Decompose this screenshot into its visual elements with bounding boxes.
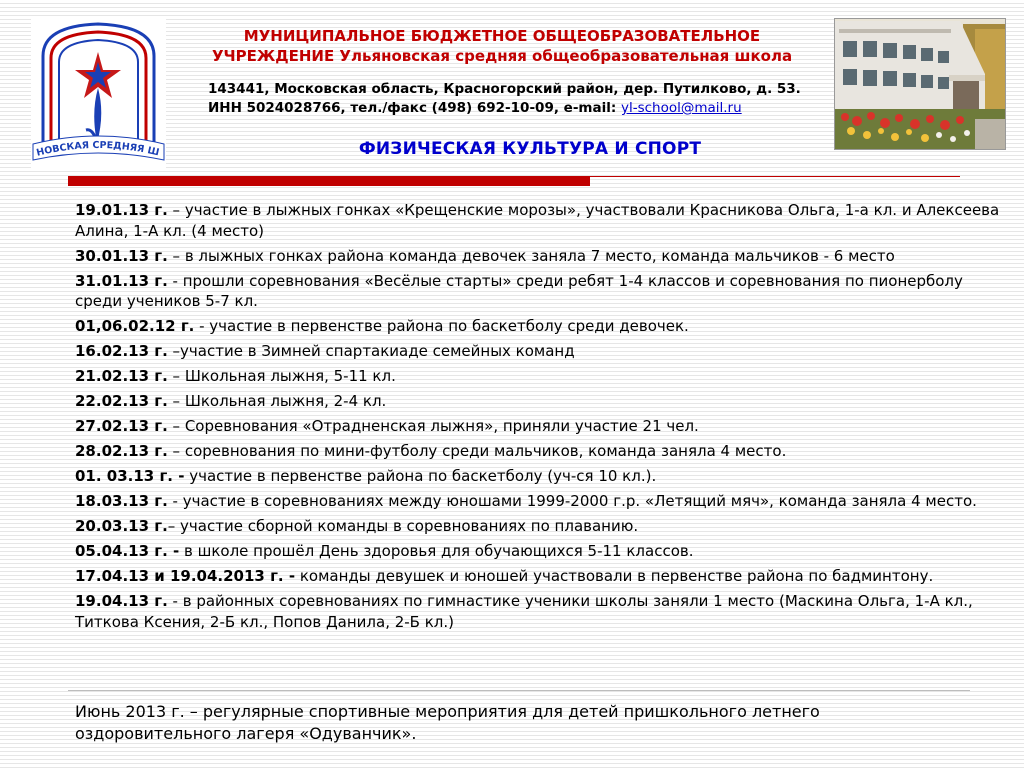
section-title: ФИЗИЧЕСКАЯ КУЛЬТУРА И СПОРТ (358, 139, 702, 159)
footer-note: Июнь 2013 г. – регулярные спортивные мероприятия для детей пришкольного летнего оздоровительного лагеря «Одуванчик». (75, 702, 820, 743)
event-date: 22.02.13 г. (75, 392, 168, 410)
event-date: 16.02.13 г. (75, 342, 168, 360)
event-item (75, 591, 1010, 632)
event-date: 05.04.13 г. - (75, 542, 180, 560)
event-item (75, 316, 1010, 337)
event-date: 20.03.13 г. (75, 517, 168, 535)
event-item (75, 516, 1010, 537)
event-text: в школе прошёл День здоровья для обучающихся 5-11 классов. (179, 542, 694, 560)
event-item (75, 491, 1010, 512)
event-text: - участие в соревнованиях между юношами 1999-2000 г.р. «Летящий мяч», команда заняла 4 место. (167, 492, 977, 510)
event-item (75, 466, 1010, 487)
event-text: – Соревнования «Отрадненская лыжня», приняли участие 21 чел. (167, 417, 699, 435)
event-date: 27.02.13 г. (75, 417, 168, 435)
event-date: 19.01.13 г. (75, 201, 168, 219)
event-text: – участие сборной команды в соревнованиях по плаванию. (167, 517, 639, 535)
address-block (208, 80, 828, 118)
event-date: 31.01.13 г. (75, 271, 168, 290)
event-text: – соревнования по мини-футболу среди мальчиков, команда заняла 4 место. (167, 442, 787, 460)
event-item (75, 246, 1010, 267)
event-item (75, 416, 1010, 437)
school-logo (31, 18, 166, 168)
organization-name (178, 26, 826, 66)
contacts-text: ИНН 5024028766, тел./факс (498) 692-10-09, e-mail: (208, 100, 621, 116)
school-building-image (835, 19, 1005, 149)
event-item (75, 541, 1010, 562)
event-date: 30.01.13 г. (75, 246, 168, 265)
event-item (75, 271, 1010, 312)
event-text: – участие в лыжных гонках «Крещенские морозы», участвовали Красникова Ольга, 1-а кл. и Алексеева Алина, 1-А кл. (4 место) (75, 201, 1000, 240)
event-date: 28.02.13 г. (75, 442, 168, 460)
event-text: – Школьная лыжня, 2-4 кл. (167, 392, 387, 410)
header-divider-line (590, 176, 960, 177)
event-item (75, 566, 1010, 587)
contacts-line (208, 99, 828, 118)
event-text: участие в первенстве района по баскетболу (уч-ся 10 кл.). (184, 467, 657, 485)
event-date: 01. 03.13 г. - (75, 467, 185, 485)
school-emblem-icon (31, 18, 166, 168)
event-item (75, 391, 1010, 412)
event-date: 01,06.02.12 г. (75, 317, 195, 335)
event-item (75, 200, 1010, 241)
accent-bar (68, 176, 590, 186)
event-text: –участие в Зимней спартакиаде семейных команд (167, 342, 575, 360)
event-item (75, 366, 1010, 387)
event-date: 21.02.13 г. (75, 367, 168, 385)
event-item (75, 341, 1010, 362)
event-item (75, 441, 1010, 462)
events-list (75, 200, 1010, 637)
email-link[interactable]: yl-school@mail.ru (620, 100, 742, 116)
event-date: 17.04.13 и 19.04.2013 г. - (75, 567, 296, 585)
address-text: 143441, Московская область, Красногорский район, дер. Путилково, д. 53. (208, 81, 801, 97)
org-line-1: МУНИЦИПАЛЬНОЕ БЮДЖЕТНОЕ ОБЩЕОБРАЗОВАТЕЛЬНОЕ (243, 27, 761, 45)
event-text: команды девушек и юношей участвовали в первенстве района по бадминтону. (295, 567, 934, 585)
org-line-2: УЧРЕЖДЕНИЕ Ульяновская средняя общеобразовательная школа (211, 47, 793, 65)
event-text: – Школьная лыжня, 5-11 кл. (167, 367, 396, 385)
logo-arc-text: НОВСКАЯ СРЕДНЯЯ Ш (35, 139, 161, 159)
event-text: - прошли соревнования «Весёлые старты» среди ребят 1-4 классов и соревнования по пионерболу среди учеников 5-7 кл. (75, 271, 963, 310)
footer-divider (68, 690, 970, 691)
event-text: - в районных соревнованиях по гимнастике ученики школы заняли 1 место (Маскина Ольга, 1-А кл., Титкова Ксения, 2-Б кл., Попов Данила, 2-Б кл.) (75, 592, 973, 631)
event-text: – в лыжных гонках района команда девочек заняла 7 место, команда мальчиков - 6 место (167, 246, 895, 265)
event-text: - участие в первенстве района по баскетболу среди девочек. (194, 317, 689, 335)
event-date: 19.04.13 г. (75, 592, 168, 610)
event-date: 18.03.13 г. (75, 492, 168, 510)
school-building-photo (834, 18, 1006, 150)
